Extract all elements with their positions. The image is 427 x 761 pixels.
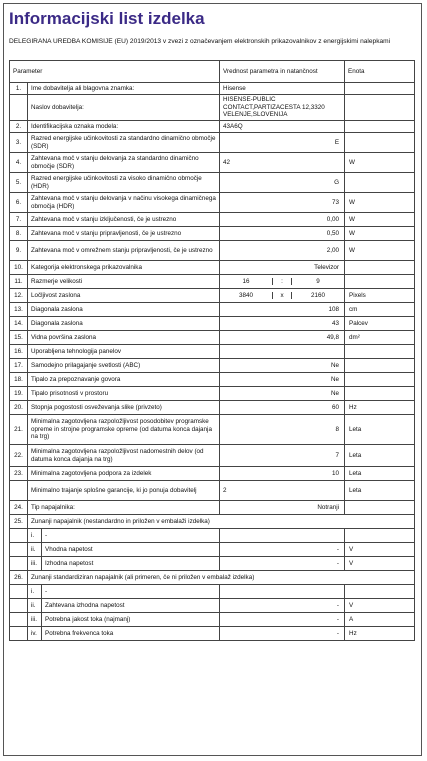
table-row <box>10 153 415 173</box>
section-label: Zunanji napajalnik (nestandardno in priložen v embalaži izdelka) <box>28 515 415 529</box>
row-number: 6. <box>10 193 28 213</box>
row-value: G <box>220 173 345 193</box>
row-label: Diagonala zaslona <box>28 303 220 317</box>
sub-value <box>220 529 345 543</box>
table-row <box>10 331 415 345</box>
table-row <box>10 213 415 227</box>
row-label: Zahtevana moč v stanju izključenosti, če je ustrezno <box>28 213 220 227</box>
header-parameter: Parameter <box>10 61 220 83</box>
table-row <box>10 529 415 543</box>
header-unit: Enota <box>345 61 415 83</box>
indent-cell <box>10 557 28 571</box>
row-label: Razred energijske učinkovitosti za visoko dinamično območje (HDR) <box>28 173 220 193</box>
value-separator: x <box>272 292 292 300</box>
row-unit <box>345 373 415 387</box>
row-label: Zahtevana moč v stanju delovanja za standardno dinamično območje (SDR) <box>28 153 220 173</box>
table-row <box>10 359 415 373</box>
row-value-pair <box>220 275 345 289</box>
table-row <box>10 345 415 359</box>
row-value: Ne <box>220 359 345 373</box>
sub-value: - <box>220 543 345 557</box>
row-value: 42 <box>220 153 345 173</box>
row-number: 2. <box>10 121 28 133</box>
row-label: Zahtevana moč v stanju delovanja v načinu visokega dinamičnega območja (HDR) <box>28 193 220 213</box>
row-value: Televizor <box>220 261 345 275</box>
sub-label: - <box>42 585 220 599</box>
table-row <box>10 95 415 121</box>
row-number: 19. <box>10 387 28 401</box>
row-unit <box>345 95 415 121</box>
row-label: Ime dobavitelja ali blagovna znamka: <box>28 83 220 95</box>
sub-value: - <box>220 627 345 641</box>
row-unit: Leta <box>345 481 415 501</box>
row-number: 15. <box>10 331 28 345</box>
sub-unit: Hz <box>345 627 415 641</box>
row-unit: W <box>345 241 415 261</box>
row-label: Diagonala zaslona <box>28 317 220 331</box>
table-row <box>10 557 415 571</box>
value-part-1: 3840 <box>239 291 254 299</box>
row-value: 10 <box>220 467 345 481</box>
sub-unit: A <box>345 613 415 627</box>
row-unit: W <box>345 213 415 227</box>
row-number: 8. <box>10 227 28 241</box>
row-number: 22. <box>10 445 28 467</box>
sub-label: Potrebna frekvenca toka <box>42 627 220 641</box>
table-row <box>10 387 415 401</box>
value-part-2: 9 <box>316 277 320 285</box>
row-number: 9. <box>10 241 28 261</box>
sub-index: iv. <box>28 627 42 641</box>
value-separator: : <box>272 278 292 286</box>
row-unit <box>345 121 415 133</box>
row-label: Minimalna zagotovljena razpoložljivost nadomestnih delov (od datuma konca dajanja na trg) <box>28 445 220 467</box>
row-label: Samodejno prilagajanje svetlosti (ABC) <box>28 359 220 373</box>
table-row <box>10 173 415 193</box>
row-label: Minimalno trajanje splošne garancije, ki jo ponuja dobavitelj <box>28 481 220 501</box>
sub-unit: V <box>345 557 415 571</box>
row-value: 0,00 <box>220 213 345 227</box>
indent-cell <box>10 543 28 557</box>
row-unit: dm² <box>345 331 415 345</box>
row-unit <box>345 275 415 289</box>
value-part-1: 16 <box>242 277 250 285</box>
row-value: 43A6Q <box>220 121 345 133</box>
row-label: Naslov dobavitelja: <box>28 95 220 121</box>
sub-unit: V <box>345 599 415 613</box>
sub-unit <box>345 529 415 543</box>
row-value: Ne <box>220 387 345 401</box>
row-label: Ločljivost zaslona <box>28 289 220 303</box>
row-unit: cm <box>345 303 415 317</box>
table-row <box>10 133 415 153</box>
parameter-table <box>9 60 415 641</box>
row-unit: Palcev <box>345 317 415 331</box>
row-value: 49,8 <box>220 331 345 345</box>
row-number: 25. <box>10 515 28 529</box>
sub-unit: V <box>345 543 415 557</box>
row-value-pair <box>220 289 345 303</box>
row-label: Stopnja pogostosti osveževanja slike (privzeto) <box>28 401 220 415</box>
row-unit <box>345 133 415 153</box>
sub-value: - <box>220 599 345 613</box>
row-number: 12. <box>10 289 28 303</box>
sub-index: i. <box>28 585 42 599</box>
table-row <box>10 227 415 241</box>
row-value: 2,00 <box>220 241 345 261</box>
row-number: 11. <box>10 275 28 289</box>
row-unit: W <box>345 193 415 213</box>
row-number: 4. <box>10 153 28 173</box>
row-value: Ne <box>220 373 345 387</box>
row-label: Razmerje velikosti <box>28 275 220 289</box>
table-row <box>10 599 415 613</box>
table-row <box>10 275 415 289</box>
table-row <box>10 303 415 317</box>
sub-index: iii. <box>28 557 42 571</box>
row-number: 13. <box>10 303 28 317</box>
row-unit <box>345 359 415 373</box>
row-value <box>220 345 345 359</box>
row-unit: Hz <box>345 401 415 415</box>
table-row <box>10 373 415 387</box>
table-row <box>10 401 415 415</box>
row-number: 1. <box>10 83 28 95</box>
row-number: 10. <box>10 261 28 275</box>
table-row <box>10 83 415 95</box>
row-label: Tipalo za prepoznavanje govora <box>28 373 220 387</box>
row-value: Hisense <box>220 83 345 95</box>
sub-index: ii. <box>28 599 42 613</box>
table-row <box>10 241 415 261</box>
row-number: 24. <box>10 501 28 515</box>
row-number: 16. <box>10 345 28 359</box>
row-unit: Leta <box>345 415 415 445</box>
row-unit: Leta <box>345 467 415 481</box>
sub-label: Potrebna jakost toka (najmanj) <box>42 613 220 627</box>
row-number: 20. <box>10 401 28 415</box>
table-row <box>10 121 415 133</box>
table-row <box>10 627 415 641</box>
indent-cell <box>10 585 28 599</box>
header-value: Vrednost parametra in natančnost <box>220 61 345 83</box>
row-unit <box>345 261 415 275</box>
row-number <box>10 95 28 121</box>
section-label: Zunanji standardiziran napajalnik (ali primeren, če ni priložen v embalaž izdelka) <box>28 571 415 585</box>
row-number: 26. <box>10 571 28 585</box>
document-title: Informacijski list izdelka <box>9 9 205 28</box>
indent-cell <box>10 529 28 543</box>
table-row <box>10 515 415 529</box>
table-row <box>10 613 415 627</box>
table-row <box>10 543 415 557</box>
table-row <box>10 571 415 585</box>
sub-index: i. <box>28 529 42 543</box>
row-unit: Leta <box>345 445 415 467</box>
row-number: 7. <box>10 213 28 227</box>
row-value: 2 <box>220 481 345 501</box>
row-label: Kategorija elektronskega prikazovalnika <box>28 261 220 275</box>
indent-cell <box>10 627 28 641</box>
row-value: 73 <box>220 193 345 213</box>
row-label: Minimalna zagotovljena podpora za izdelek <box>28 467 220 481</box>
row-number: 18. <box>10 373 28 387</box>
row-number <box>10 481 28 501</box>
table-row <box>10 585 415 599</box>
table-row <box>10 501 415 515</box>
table-row <box>10 481 415 501</box>
sub-label: Izhodna napetost <box>42 557 220 571</box>
table-row <box>10 317 415 331</box>
row-unit: W <box>345 153 415 173</box>
table-row <box>10 467 415 481</box>
sub-value: - <box>220 613 345 627</box>
row-label: Zahtevana moč v omrežnem stanju pripravljenosti, če je ustrezno <box>28 241 220 261</box>
row-label: Razred energijske učinkovitosti za standardno dinamično območje (SDR) <box>28 133 220 153</box>
row-value: 108 <box>220 303 345 317</box>
indent-cell <box>10 613 28 627</box>
row-label: Minimalna zagotovljena razpoložljivost posodobitev programske opreme in strojne programske opreme (od datuma konca dajanja na trg) <box>28 415 220 445</box>
regulation-subtitle: DELEGIRANA UREDBA KOMISIJE (EU) 2019/2013 v zvezi z označevanjem elektronskih prikazovalnikov z energijskimi nalepkami <box>9 38 391 45</box>
indent-cell <box>10 599 28 613</box>
row-label: Vidna površina zaslona <box>28 331 220 345</box>
row-number: 3. <box>10 133 28 153</box>
row-value: 8 <box>220 415 345 445</box>
row-unit <box>345 501 415 515</box>
table-row <box>10 289 415 303</box>
row-value: 0,50 <box>220 227 345 241</box>
row-number: 17. <box>10 359 28 373</box>
row-number: 21. <box>10 415 28 445</box>
sub-unit <box>345 585 415 599</box>
table-row <box>10 415 415 445</box>
row-value: 60 <box>220 401 345 415</box>
sub-index: ii. <box>28 543 42 557</box>
table-row <box>10 261 415 275</box>
sub-label: Zahtevana izhodna napetost <box>42 599 220 613</box>
table-row <box>10 193 415 213</box>
row-value: HISENSE-PUBLIC CONTACT,PARTIZACESTA 12,3320 VELENJE,SLOVENIJA <box>220 95 345 121</box>
value-part-2: 2160 <box>311 291 326 299</box>
row-unit <box>345 387 415 401</box>
row-unit <box>345 345 415 359</box>
row-unit: W <box>345 227 415 241</box>
sub-index: iii. <box>28 613 42 627</box>
table-row <box>10 445 415 467</box>
row-label: Tip napajalnika: <box>28 501 220 515</box>
row-label: Zahtevana moč v stanju pripravljenosti, če je ustrezno <box>28 227 220 241</box>
row-label: Identifikacijska oznaka modela: <box>28 121 220 133</box>
sub-label: Vhodna napetost <box>42 543 220 557</box>
row-number: 14. <box>10 317 28 331</box>
sub-value <box>220 585 345 599</box>
row-value: Notranji <box>220 501 345 515</box>
row-unit <box>345 173 415 193</box>
row-value: 43 <box>220 317 345 331</box>
sub-value: - <box>220 557 345 571</box>
row-label: Tipalo prisotnosti v prostoru <box>28 387 220 401</box>
row-value: E <box>220 133 345 153</box>
row-number: 5. <box>10 173 28 193</box>
row-label: Uporabljena tehnologija panelov <box>28 345 220 359</box>
row-unit: Pixels <box>345 289 415 303</box>
sub-label: - <box>42 529 220 543</box>
row-unit <box>345 83 415 95</box>
row-value: 7 <box>220 445 345 467</box>
row-number: 23. <box>10 467 28 481</box>
